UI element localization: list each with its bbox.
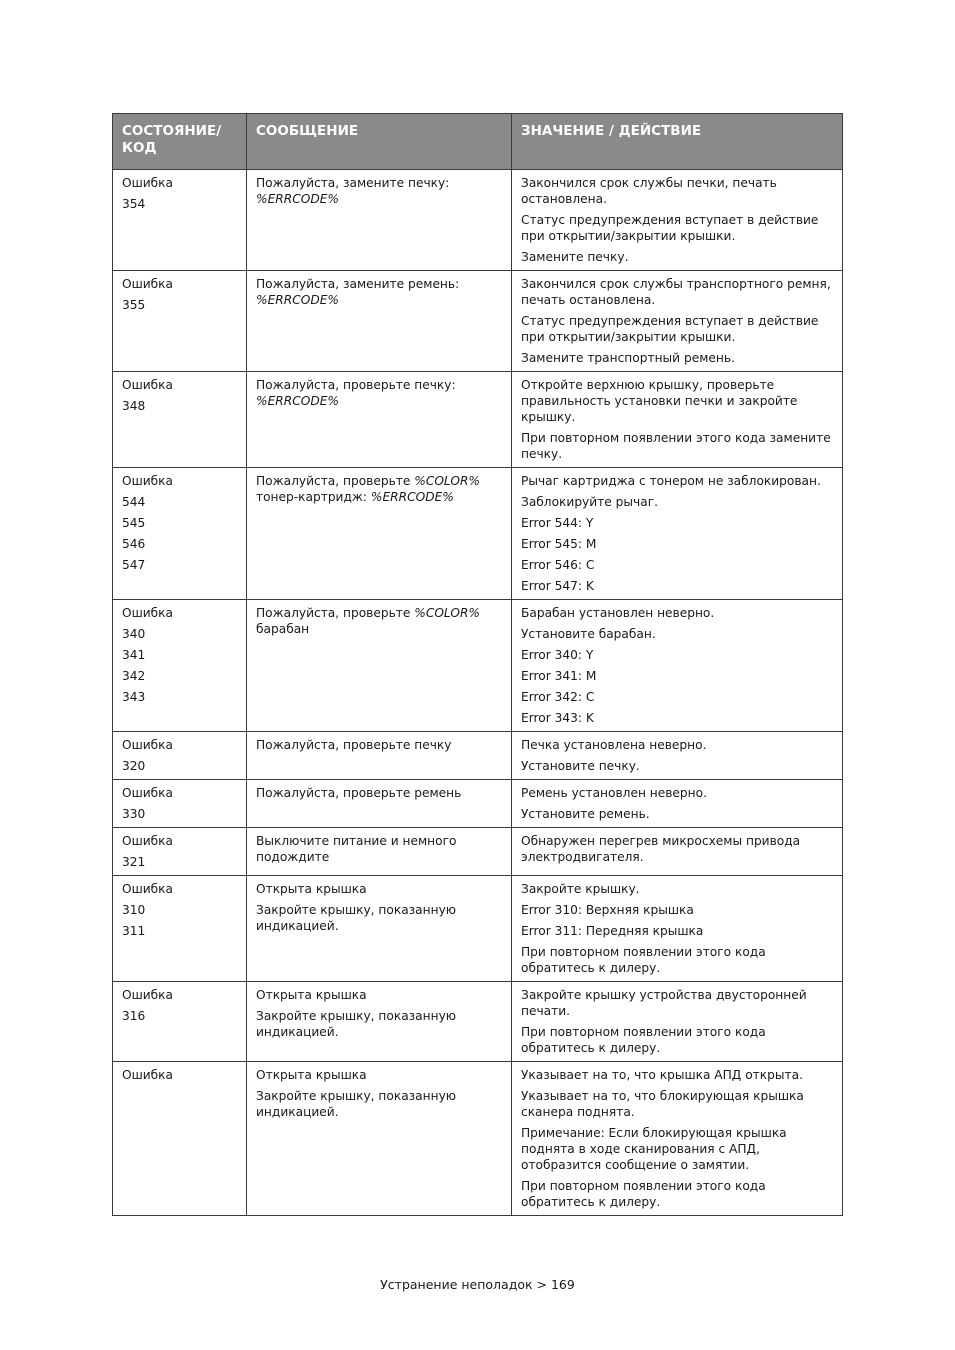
error-code: 316 [122, 1009, 146, 1023]
status-cell [113, 372, 247, 468]
message-placeholder: %COLOR% [414, 606, 480, 620]
action-text: Error 545: M [521, 537, 597, 551]
message-segment: Пожалуйста, замените ремень: [256, 277, 460, 291]
message-segment: Открыта крышка [256, 1068, 367, 1082]
message-cell [247, 732, 512, 780]
status-label: Ошибка [122, 834, 174, 848]
action-text: Печка установлена неверно. [521, 738, 707, 752]
message-segment: Пожалуйста, проверьте печку [256, 738, 452, 752]
status-cell [113, 780, 247, 828]
action-text: Замените транспортный ремень. [521, 351, 735, 365]
status-cell [113, 732, 247, 780]
message-placeholder: %ERRCODE% [256, 394, 339, 408]
action-text: При повторном появлении этого кода обратитесь к дилеру. [521, 945, 766, 975]
action-cell [512, 468, 843, 600]
message-text [256, 605, 502, 637]
status-cell [113, 982, 247, 1062]
action-text: Рычаг картриджа с тонером не заблокирован. [521, 474, 821, 488]
action-text: Указывает на то, что крышка АПД открыта. [521, 1068, 803, 1082]
message-cell [247, 170, 512, 271]
error-code: 545 [122, 516, 146, 530]
message-segment: Открыта крышка [256, 988, 367, 1002]
status-label: Ошибка [122, 882, 174, 896]
message-text [256, 881, 502, 897]
action-text: Закончился срок службы транспортного ремня, печать остановлена. [521, 277, 831, 307]
action-cell [512, 982, 843, 1062]
error-code: 544 [122, 495, 146, 509]
message-cell [247, 600, 512, 732]
message-text [256, 175, 502, 207]
table-row [113, 372, 843, 468]
message-text [256, 902, 502, 934]
action-text: Error 544: Y [521, 516, 594, 530]
table-row [113, 600, 843, 732]
error-code: 546 [122, 537, 146, 551]
action-text: При повторном появлении этого кода обратитесь к дилеру. [521, 1025, 766, 1055]
action-text: Error 311: Передняя крышка [521, 924, 704, 938]
message-segment: Открыта крышка [256, 882, 367, 896]
table-row [113, 271, 843, 372]
table-row [113, 828, 843, 876]
action-text: Error 310: Верхняя крышка [521, 903, 694, 917]
message-segment: тонер-картридж: [256, 490, 371, 504]
action-text: Установите ремень. [521, 807, 650, 821]
message-text [256, 833, 502, 865]
action-cell [512, 600, 843, 732]
action-text: Error 546: C [521, 558, 595, 572]
status-cell [113, 1062, 247, 1216]
action-text: Ремень установлен неверно. [521, 786, 707, 800]
status-cell [113, 600, 247, 732]
table-row [113, 468, 843, 600]
action-text: Error 547: K [521, 579, 594, 593]
error-code: 310 [122, 903, 146, 917]
message-cell [247, 271, 512, 372]
message-text [256, 1067, 502, 1083]
action-text: Примечание: Если блокирующая крышка поднята в ходе сканирования с АПД, отобразится сообщение о замятии. [521, 1126, 787, 1172]
action-text: Установите барабан. [521, 627, 656, 641]
action-text: Установите печку. [521, 759, 640, 773]
error-code: 340 [122, 627, 146, 641]
action-cell [512, 170, 843, 271]
page-footer: Устранение неполадок > 169 [380, 1277, 575, 1292]
action-cell [512, 732, 843, 780]
error-code: 355 [122, 298, 146, 312]
action-text: При повторном появлении этого кода замените печку. [521, 431, 831, 461]
message-segment: Закройте крышку, показанную индикацией. [256, 903, 457, 933]
action-text: Error 343: K [521, 711, 594, 725]
message-text [256, 1008, 502, 1040]
action-text: При повторном появлении этого кода обратитесь к дилеру. [521, 1179, 766, 1209]
error-code: 354 [122, 197, 146, 211]
action-text: Откройте верхнюю крышку, проверьте правильность установки печки и закройте крышку. [521, 378, 798, 424]
table-row [113, 780, 843, 828]
table-row [113, 876, 843, 982]
action-text: Error 342: C [521, 690, 595, 704]
action-text: Указывает на то, что блокирующая крышка сканера поднята. [521, 1089, 804, 1119]
message-segment: Выключите питание и немного подождите [256, 834, 457, 864]
message-placeholder: %ERRCODE% [256, 293, 339, 307]
message-segment: Пожалуйста, проверьте [256, 606, 415, 620]
status-cell [113, 828, 247, 876]
action-text: Замените печку. [521, 250, 629, 264]
message-cell [247, 780, 512, 828]
status-label: Ошибка [122, 606, 174, 620]
status-label: Ошибка [122, 738, 174, 752]
error-code: 547 [122, 558, 146, 572]
table-row [113, 732, 843, 780]
message-segment: Закройте крышку, показанную индикацией. [256, 1009, 457, 1039]
message-cell [247, 468, 512, 600]
message-cell [247, 828, 512, 876]
header-message: СООБЩЕНИЕ [247, 114, 512, 170]
action-text: Закройте крышку. [521, 882, 640, 896]
status-cell [113, 170, 247, 271]
action-text: Статус предупреждения вступает в действие при открытии/закрытии крышки. [521, 314, 819, 344]
message-placeholder: %ERRCODE% [256, 192, 339, 206]
status-label: Ошибка [122, 1068, 174, 1082]
action-text: Закройте крышку устройства двусторонней печати. [521, 988, 807, 1018]
message-placeholder: %COLOR% [414, 474, 480, 488]
table-row [113, 982, 843, 1062]
message-segment: Пожалуйста, замените печку: [256, 176, 450, 190]
action-cell [512, 372, 843, 468]
table-row [113, 1062, 843, 1216]
message-segment: барабан [256, 622, 310, 636]
action-cell [512, 876, 843, 982]
message-text [256, 987, 502, 1003]
error-code: 330 [122, 807, 146, 821]
error-code: 348 [122, 399, 146, 413]
status-label: Ошибка [122, 176, 174, 190]
action-cell [512, 271, 843, 372]
action-text: Заблокируйте рычаг. [521, 495, 658, 509]
message-cell [247, 876, 512, 982]
error-code: 311 [122, 924, 146, 938]
message-segment: Пожалуйста, проверьте [256, 474, 415, 488]
message-cell [247, 372, 512, 468]
status-label: Ошибка [122, 277, 174, 291]
action-text: Барабан установлен неверно. [521, 606, 715, 620]
action-cell [512, 780, 843, 828]
message-text [256, 377, 502, 409]
action-cell [512, 1062, 843, 1216]
message-text [256, 737, 502, 753]
error-code: 320 [122, 759, 146, 773]
action-text: Error 340: Y [521, 648, 594, 662]
action-text: Статус предупреждения вступает в действие при открытии/закрытии крышки. [521, 213, 819, 243]
table-header-row [113, 114, 843, 170]
table-row [113, 170, 843, 271]
table-body [113, 170, 843, 1216]
message-text [256, 473, 502, 505]
message-placeholder: %ERRCODE% [370, 490, 454, 504]
error-code-table [112, 113, 843, 1216]
message-segment: Пожалуйста, проверьте печку: [256, 378, 456, 392]
header-status-code: СОСТОЯНИЕ/ КОД [113, 114, 247, 170]
error-code: 341 [122, 648, 146, 662]
header-meaning-action: ЗНАЧЕНИЕ / ДЕЙСТВИЕ [512, 114, 843, 170]
action-text: Обнаружен перегрев микросхемы привода электродвигателя. [521, 834, 801, 864]
message-text [256, 1088, 502, 1120]
message-text [256, 785, 502, 801]
action-text: Закончился срок службы печки, печать остановлена. [521, 176, 777, 206]
error-code: 321 [122, 855, 146, 869]
status-cell [113, 876, 247, 982]
status-label: Ошибка [122, 786, 174, 800]
status-cell [113, 271, 247, 372]
message-segment: Закройте крышку, показанную индикацией. [256, 1089, 457, 1119]
action-cell [512, 828, 843, 876]
message-cell [247, 1062, 512, 1216]
status-label: Ошибка [122, 378, 174, 392]
message-segment: Пожалуйста, проверьте ремень [256, 786, 462, 800]
action-text: Error 341: M [521, 669, 597, 683]
message-text [256, 276, 502, 308]
status-label: Ошибка [122, 474, 174, 488]
error-code: 342 [122, 669, 146, 683]
status-label: Ошибка [122, 988, 174, 1002]
error-code: 343 [122, 690, 146, 704]
message-cell [247, 982, 512, 1062]
status-cell [113, 468, 247, 600]
